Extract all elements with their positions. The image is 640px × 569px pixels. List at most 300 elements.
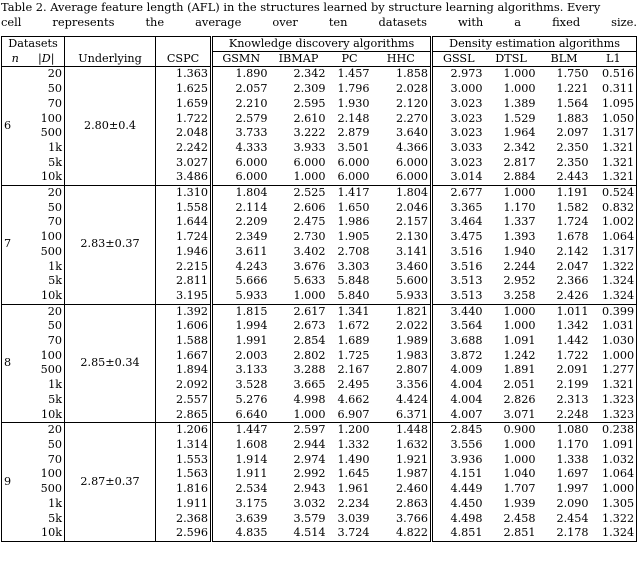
dataset-size: 100 [29, 112, 65, 127]
cspc-value: 2.215 [156, 260, 212, 275]
kd-value: 1.961 [337, 482, 370, 496]
de-group-header: Density estimation algorithms [432, 37, 637, 52]
cspc-value: 1.667 [156, 349, 212, 364]
kd-value: 2.209 [235, 215, 268, 229]
cspc-value: 1.625 [156, 82, 212, 97]
kd-value: 1.417 [337, 186, 370, 200]
kd-value: 2.992 [293, 467, 326, 481]
dataset-size: 500 [29, 482, 65, 497]
dataset-size: 100 [29, 467, 65, 482]
de-value: 1.323 [591, 408, 637, 423]
de-value: 1.091 [591, 438, 637, 453]
de-value: 2.051 [503, 378, 536, 392]
dataset-size: 1k [29, 260, 65, 275]
kd-col-header: HHC [372, 52, 432, 67]
kd-value: 1.890 [235, 67, 268, 81]
kd-value: 4.822 [372, 526, 432, 541]
de-value: 1.724 [556, 215, 589, 229]
de-value: 4.498 [450, 511, 483, 525]
de-value: 3.688 [450, 334, 483, 348]
de-value: 1.032 [591, 453, 637, 468]
underlying-header: Underlying [65, 52, 156, 67]
kd-value: 1.930 [337, 96, 370, 110]
underlying-afl: 2.87±0.37 [65, 423, 156, 542]
de-value: 3.872 [450, 348, 483, 362]
kd-value: 2.003 [235, 348, 268, 362]
de-value: 0.399 [591, 304, 637, 319]
cspc-value: 1.911 [156, 497, 212, 512]
dataset-size: 500 [29, 126, 65, 141]
cspc-value: 2.092 [156, 378, 212, 393]
de-value: 1.442 [556, 334, 589, 348]
kd-value: 3.724 [328, 526, 372, 541]
de-value: 2.244 [503, 259, 536, 273]
kd-value: 1.000 [270, 408, 328, 423]
kd-value: 2.708 [337, 244, 370, 258]
kd-value: 2.606 [293, 200, 326, 214]
de-value: 3.516 [450, 259, 483, 273]
kd-value: 2.807 [372, 363, 432, 378]
cspc-value: 1.644 [156, 215, 212, 230]
de-value: 1.323 [591, 393, 637, 408]
de-value: 1.000 [591, 349, 637, 364]
de-value: 3.033 [450, 140, 483, 154]
kd-value: 2.114 [235, 200, 268, 214]
kd-value: 2.495 [337, 378, 370, 392]
cspc-value: 1.724 [156, 230, 212, 245]
de-value: 0.524 [591, 186, 637, 201]
de-value: 3.014 [432, 170, 485, 185]
de-value: 3.936 [450, 452, 483, 466]
dataset-size: 1k [29, 497, 65, 512]
de-value: 2.443 [538, 170, 591, 185]
de-value: 1.321 [591, 141, 637, 156]
de-value: 1.000 [503, 452, 536, 466]
cspc-value: 1.588 [156, 334, 212, 349]
de-value: 3.564 [450, 319, 483, 333]
dataset-size: 500 [29, 363, 65, 378]
kd-value: 2.148 [337, 111, 370, 125]
kd-value: 2.130 [372, 230, 432, 245]
de-value: 1.940 [503, 244, 536, 258]
dataset-size: 20 [29, 304, 65, 319]
de-col-header: GSSL [432, 52, 485, 67]
kd-value: 2.349 [235, 230, 268, 244]
kd-value: 3.676 [293, 259, 326, 273]
kd-value: 2.460 [372, 482, 432, 497]
caption-word: datasets [378, 15, 427, 29]
datasets-header: Datasets [2, 37, 65, 52]
de-value: 1.064 [591, 230, 637, 245]
cspc-value: 1.310 [156, 186, 212, 201]
cspc-value: 2.242 [156, 141, 212, 156]
de-value: 2.677 [450, 186, 483, 200]
caption-line-2 [1, 15, 637, 30]
kd-value: 3.288 [293, 363, 326, 377]
afl-table [1, 36, 637, 542]
kd-value: 4.514 [270, 526, 328, 541]
dataset-size: 50 [29, 82, 65, 97]
caption-word: over [272, 15, 298, 29]
kd-value: 5.933 [372, 289, 432, 304]
de-value: 2.851 [485, 526, 538, 541]
kd-value: 2.342 [293, 67, 326, 81]
dataset-size: 100 [29, 230, 65, 245]
de-value: 1.697 [556, 467, 589, 481]
kd-value: 4.366 [372, 141, 432, 156]
dataset-size: 1k [29, 141, 65, 156]
de-value: 1.338 [556, 452, 589, 466]
dataset-size: 70 [29, 334, 65, 349]
dataset-size: 70 [29, 453, 65, 468]
de-value: 1.221 [556, 82, 589, 96]
de-value: 2.047 [556, 259, 589, 273]
kd-value: 3.933 [293, 140, 326, 154]
table-row [2, 423, 637, 438]
de-value: 1.000 [591, 482, 637, 497]
dataset-size: 20 [29, 67, 65, 82]
table-row [2, 304, 637, 319]
caption-word: represents [52, 15, 115, 29]
kd-value: 3.766 [372, 512, 432, 527]
table-row [2, 186, 637, 201]
dataset-size: 5k [29, 156, 65, 171]
dataset-size: 10k [29, 289, 65, 304]
kd-value: 5.276 [235, 392, 268, 406]
de-value: 4.009 [450, 363, 483, 377]
kd-value: 1.991 [235, 334, 268, 348]
kd-value: 2.270 [372, 112, 432, 127]
de-value: 0.516 [591, 67, 637, 82]
kd-value: 2.475 [293, 215, 326, 229]
de-value: 1.564 [556, 96, 589, 110]
de-value: 1.000 [503, 67, 536, 81]
caption-word: ten [328, 15, 348, 29]
de-value: 1.529 [503, 111, 536, 125]
kd-value: 6.000 [235, 155, 268, 169]
cspc-value: 2.811 [156, 274, 212, 289]
de-value: 3.365 [450, 200, 483, 214]
kd-value: 2.802 [293, 348, 326, 362]
de-value: 2.884 [485, 170, 538, 185]
group-n: 6 [2, 67, 29, 186]
dataset-size: 100 [29, 349, 65, 364]
kd-value: 5.933 [212, 289, 270, 304]
table-row [2, 67, 637, 82]
de-value: 1.321 [591, 378, 637, 393]
de-value: 3.000 [450, 82, 483, 96]
kd-value: 5.666 [235, 274, 268, 288]
kd-value: 2.120 [372, 97, 432, 112]
de-value: 0.832 [591, 201, 637, 216]
de-value: 1.964 [503, 126, 536, 140]
de-value: 2.458 [503, 511, 536, 525]
kd-value: 1.650 [337, 200, 370, 214]
de-value: 3.023 [450, 155, 483, 169]
kd-value: 5.840 [328, 289, 372, 304]
de-value: 1.997 [556, 482, 589, 496]
cspc-value: 1.946 [156, 245, 212, 260]
de-value: 1.030 [591, 334, 637, 349]
kd-value: 1.796 [337, 82, 370, 96]
cspc-value: 1.363 [156, 67, 212, 82]
caption-word: a [514, 15, 522, 29]
kd-value: 1.815 [235, 304, 268, 318]
kd-value: 1.448 [372, 423, 432, 438]
de-value: 1.000 [503, 82, 536, 96]
kd-value: 2.309 [293, 82, 326, 96]
dataset-size: 10k [29, 526, 65, 541]
kd-value: 2.057 [235, 82, 268, 96]
de-value: 0.238 [591, 423, 637, 438]
kd-value: 1.986 [337, 215, 370, 229]
kd-value: 1.911 [235, 467, 268, 481]
kd-value: 2.863 [372, 497, 432, 512]
kd-value: 6.000 [293, 155, 326, 169]
kd-value: 3.579 [293, 511, 326, 525]
kd-col-header: GSMN [212, 52, 270, 67]
kd-value: 1.989 [372, 334, 432, 349]
kd-value: 2.730 [293, 230, 326, 244]
kd-value: 4.998 [293, 392, 326, 406]
de-value: 2.845 [450, 423, 483, 437]
cspc-value: 2.596 [156, 526, 212, 541]
kd-value: 1.447 [235, 423, 268, 437]
kd-value: 3.222 [293, 126, 326, 140]
kd-col-header: IBMAP [270, 52, 328, 67]
caption-word: the [145, 15, 165, 29]
de-col-header: L1 [591, 52, 637, 67]
kd-value: 4.243 [235, 259, 268, 273]
kd-value: 6.907 [328, 408, 372, 423]
kd-value: 1.200 [337, 423, 370, 437]
dataset-size: 5k [29, 274, 65, 289]
de-value: 1.342 [556, 319, 589, 333]
kd-value: 2.167 [337, 363, 370, 377]
cspc-value: 1.563 [156, 467, 212, 482]
dataset-size: 5k [29, 512, 65, 527]
dataset-size: 50 [29, 201, 65, 216]
de-value: 1.337 [503, 215, 536, 229]
header-row-2 [2, 52, 637, 67]
kd-value: 6.000 [212, 170, 270, 185]
cspc-value: 1.894 [156, 363, 212, 378]
dataset-size: 70 [29, 215, 65, 230]
kd-value: 2.617 [293, 304, 326, 318]
kd-value: 6.000 [372, 170, 432, 185]
kd-value: 2.597 [293, 423, 326, 437]
cspc-value: 2.557 [156, 393, 212, 408]
de-col-header: DTSL [485, 52, 538, 67]
de-value: 2.350 [556, 155, 589, 169]
kd-value: 1.994 [235, 319, 268, 333]
kd-value: 3.402 [293, 244, 326, 258]
cspc-value: 3.486 [156, 170, 212, 185]
kd-value: 1.804 [372, 186, 432, 201]
de-value: 4.151 [450, 467, 483, 481]
de-value: 1.170 [556, 437, 589, 451]
de-value: 1.678 [556, 230, 589, 244]
de-value: 4.004 [450, 378, 483, 392]
de-value: 1.095 [591, 97, 637, 112]
de-value: 3.516 [450, 244, 483, 258]
de-value: 3.023 [450, 111, 483, 125]
kd-value: 2.022 [372, 319, 432, 334]
header-row-1 [2, 37, 637, 52]
kd-value: 1.632 [372, 438, 432, 453]
de-value: 1.002 [591, 215, 637, 230]
de-value: 3.513 [432, 289, 485, 304]
kd-value: 1.608 [235, 437, 268, 451]
table-body [2, 67, 637, 542]
kd-value: 1.000 [270, 289, 328, 304]
de-value: 1.393 [503, 230, 536, 244]
kd-value: 1.983 [372, 349, 432, 364]
kd-value: 5.848 [337, 274, 370, 288]
kd-value: 3.133 [235, 363, 268, 377]
d-header: |D| [29, 52, 65, 67]
group-n: 9 [2, 423, 29, 542]
kd-value: 1.914 [235, 452, 268, 466]
de-value: 3.475 [450, 230, 483, 244]
de-value: 2.817 [503, 155, 536, 169]
de-value: 2.350 [556, 140, 589, 154]
cspc-value: 3.195 [156, 289, 212, 304]
de-value: 1.317 [591, 245, 637, 260]
kd-value: 1.490 [337, 452, 370, 466]
de-value: 1.883 [556, 111, 589, 125]
kd-value: 3.665 [293, 378, 326, 392]
de-value: 1.011 [556, 304, 589, 318]
de-value: 1.064 [591, 467, 637, 482]
kd-value: 3.039 [337, 511, 370, 525]
de-value: 1.324 [591, 274, 637, 289]
kd-value: 4.333 [235, 140, 268, 154]
de-value: 1.050 [591, 112, 637, 127]
kd-value: 3.141 [372, 245, 432, 260]
de-value: 3.464 [450, 215, 483, 229]
underlying-afl: 2.83±0.37 [65, 186, 156, 305]
kd-value: 1.905 [337, 230, 370, 244]
kd-value: 1.804 [235, 186, 268, 200]
kd-value: 2.944 [293, 437, 326, 451]
kd-value: 1.921 [372, 453, 432, 468]
dataset-size: 70 [29, 97, 65, 112]
kd-value: 3.356 [372, 378, 432, 393]
de-value: 2.826 [503, 392, 536, 406]
cspc-value: 1.314 [156, 438, 212, 453]
kd-value: 3.611 [235, 244, 268, 258]
de-value: 1.582 [556, 200, 589, 214]
kd-value: 1.341 [337, 304, 370, 318]
kd-value: 2.525 [293, 186, 326, 200]
dataset-size: 5k [29, 393, 65, 408]
kd-value: 2.579 [235, 111, 268, 125]
de-value: 2.248 [538, 408, 591, 423]
kd-value: 1.858 [372, 67, 432, 82]
caption-word: cell [1, 15, 22, 29]
kd-value: 6.000 [372, 156, 432, 171]
underlying-afl: 2.80±0.4 [65, 67, 156, 186]
de-value: 3.023 [450, 96, 483, 110]
cspc-value: 1.553 [156, 453, 212, 468]
de-value: 3.556 [450, 437, 483, 451]
dataset-size: 20 [29, 423, 65, 438]
kd-group-header: Knowledge discovery algorithms [212, 37, 432, 52]
de-value: 2.342 [503, 140, 536, 154]
de-value: 1.891 [503, 363, 536, 377]
kd-value: 4.662 [337, 392, 370, 406]
underlying-afl: 2.85±0.34 [65, 304, 156, 423]
kd-value: 3.528 [235, 378, 268, 392]
kd-value: 3.175 [235, 496, 268, 510]
kd-value: 1.000 [270, 170, 328, 185]
de-value: 1.242 [503, 348, 536, 362]
kd-value: 1.332 [337, 437, 370, 451]
de-value: 2.090 [556, 496, 589, 510]
kd-value: 4.424 [372, 393, 432, 408]
de-value: 1.305 [591, 497, 637, 512]
de-value: 2.973 [450, 67, 483, 81]
de-value: 1.321 [591, 170, 637, 185]
caption-word: fixed [552, 15, 581, 29]
cspc-value: 1.206 [156, 423, 212, 438]
cspc-value: 1.659 [156, 97, 212, 112]
kd-value: 2.028 [372, 82, 432, 97]
cspc-value: 3.027 [156, 156, 212, 171]
kd-value: 2.854 [293, 334, 326, 348]
dataset-size: 50 [29, 438, 65, 453]
de-value: 2.199 [556, 378, 589, 392]
de-value: 1.322 [591, 512, 637, 527]
kd-value: 3.639 [235, 511, 268, 525]
n-header: n [2, 52, 29, 67]
de-value: 3.023 [450, 126, 483, 140]
cspc-value: 1.392 [156, 304, 212, 319]
kd-value: 3.501 [337, 140, 370, 154]
de-value: 3.071 [485, 408, 538, 423]
caption-word: with [457, 15, 484, 29]
de-value: 1.317 [591, 126, 637, 141]
kd-value: 2.234 [337, 496, 370, 510]
kd-value: 1.987 [372, 467, 432, 482]
de-value: 2.313 [556, 392, 589, 406]
de-value: 2.091 [556, 363, 589, 377]
kd-value: 2.610 [293, 111, 326, 125]
de-value: 4.450 [450, 496, 483, 510]
de-value: 2.097 [556, 126, 589, 140]
de-value: 3.440 [450, 304, 483, 318]
de-value: 2.142 [556, 244, 589, 258]
de-value: 1.722 [556, 348, 589, 362]
dataset-size: 500 [29, 245, 65, 260]
de-value: 1.000 [503, 186, 536, 200]
kd-value: 2.157 [372, 215, 432, 230]
de-value: 1.000 [503, 437, 536, 451]
de-value: 1.389 [503, 96, 536, 110]
cspc-value: 1.722 [156, 112, 212, 127]
kd-value: 1.645 [337, 467, 370, 481]
kd-value: 3.303 [337, 259, 370, 273]
kd-value: 2.046 [372, 201, 432, 216]
de-value: 2.178 [538, 526, 591, 541]
caption-line-1: Table 2. Average feature length (AFL) in the structures learned by structure learning algorithms. Every [1, 0, 601, 14]
group-n: 8 [2, 304, 29, 423]
de-value: 1.324 [591, 289, 637, 304]
kd-value: 1.821 [372, 304, 432, 319]
dataset-size: 1k [29, 378, 65, 393]
kd-value: 2.943 [293, 482, 326, 496]
